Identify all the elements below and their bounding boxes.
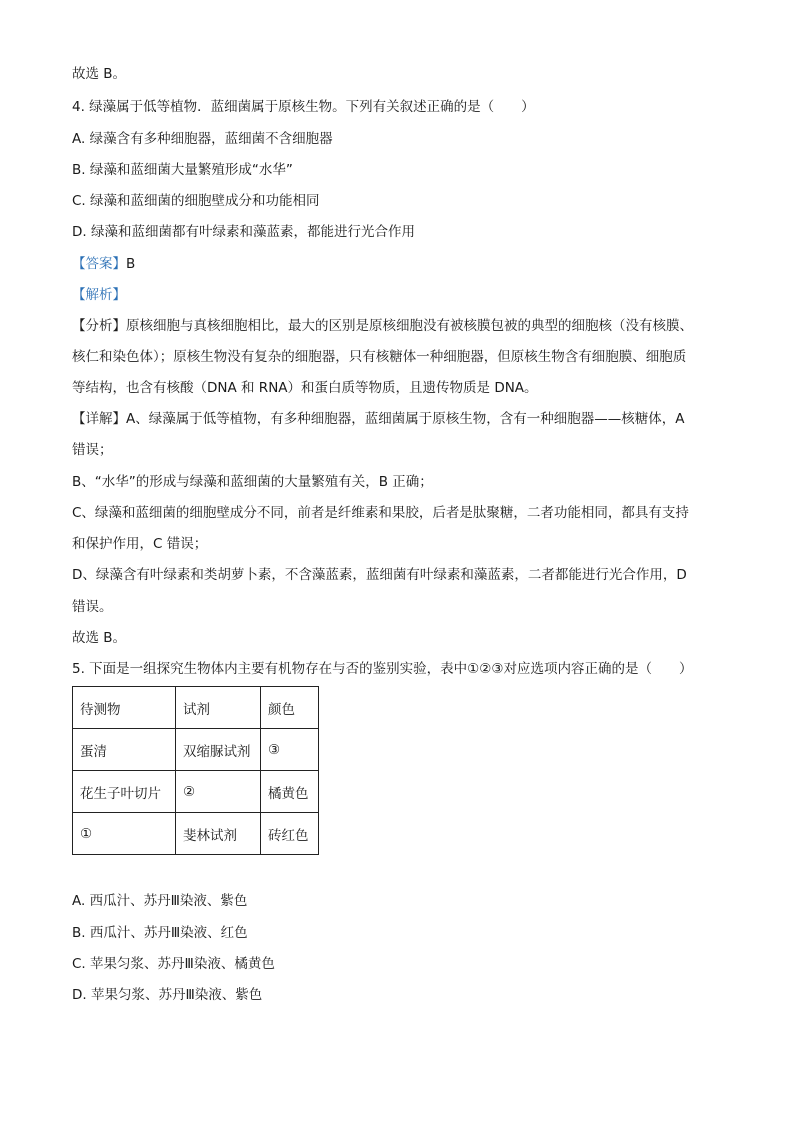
answer-value: B	[126, 256, 136, 272]
q4-detail-line-7: 错误。	[72, 599, 113, 615]
table-cell: 蛋清	[73, 729, 176, 771]
q4-detail-line-4: C、绿藻和蓝细菌的细胞壁成分不同，前者是纤维素和果胶，后者是肽聚糖，二者功能相同，都具有支持	[72, 505, 689, 521]
q5-option-a: A. 西瓜汁、苏丹Ⅲ染液、紫色	[72, 893, 248, 909]
q4-answer	[72, 254, 135, 274]
table-cell: ②	[176, 771, 261, 813]
q5-option-c: C. 苹果匀浆、苏丹Ⅲ染液、橘黄色	[72, 956, 275, 972]
q4-analysis-tag: 【解析】	[72, 287, 126, 303]
table-row	[73, 771, 319, 813]
xiangjie-tag: 【详解】	[72, 411, 126, 427]
q4-detail-line-6: D、绿藻含有叶绿素和类胡萝卜素，不含藻蓝素，蓝细菌有叶绿素和藻蓝素，二者都能进行光合作用，D	[72, 567, 687, 583]
header-cell: 待测物	[73, 687, 176, 729]
q4-option-b: B. 绿藻和蓝细菌大量繁殖形成“水华”	[72, 162, 293, 178]
answer-tag: 【答案】	[72, 256, 126, 272]
table-cell: 花生子叶切片	[73, 771, 176, 813]
q5-stem: 5. 下面是一组探究生物体内主要有机物存在与否的鉴别实验，表中①②③对应选项内容正确的是（ ）	[72, 661, 693, 677]
table-row	[73, 729, 319, 771]
reagent-table	[72, 686, 319, 855]
q4-conclusion: 故选 B。	[72, 630, 127, 646]
q4-detail-line-3: B、“水华”的形成与绿藻和蓝细菌的大量繁殖有关，B 正确；	[72, 474, 433, 490]
q4-option-a: A. 绿藻含有多种细胞器，蓝细菌不含细胞器	[72, 131, 333, 147]
q4-detail-line-5: 和保护作用，C 错误；	[72, 536, 208, 552]
table-row	[73, 813, 319, 855]
q5-option-d: D. 苹果匀浆、苏丹Ⅲ染液、紫色	[72, 987, 263, 1003]
fenxi-tag: 【分析】	[72, 318, 126, 334]
header-cell: 颜色	[261, 687, 319, 729]
q4-detail-line-1	[72, 409, 684, 429]
q4-fenxi-line-2: 核仁和染色体）；原核生物没有复杂的细胞器，只有核糖体一种细胞器，但原核生物含有细胞膜、细胞质	[72, 349, 687, 365]
q4-option-c: C. 绿藻和蓝细菌的细胞壁成分和功能相同	[72, 193, 320, 209]
header-cell: 试剂	[176, 687, 261, 729]
table-cell: 斐林试剂	[176, 813, 261, 855]
table-cell: 砖红色	[261, 813, 319, 855]
detail-text: A、绿藻属于低等植物，有多种细胞器，蓝细菌属于原核生物，含有一种细胞器——核糖体，A	[126, 411, 685, 427]
table-header-row	[73, 687, 319, 729]
table-cell: 橘黄色	[261, 771, 319, 813]
q4-fenxi-line-1	[72, 316, 693, 336]
table-cell: ③	[261, 729, 319, 771]
q4-option-d: D. 绿藻和蓝细菌都有叶绿素和藻蓝素，都能进行光合作用	[72, 224, 415, 240]
q5-option-b: B. 西瓜汁、苏丹Ⅲ染液、红色	[72, 925, 248, 941]
table-cell: ①	[73, 813, 176, 855]
table-cell: 双缩脲试剂	[176, 729, 261, 771]
q4-stem: 4. 绿藻属于低等植物．蓝细菌属于原核生物。下列有关叙述正确的是（ ）	[72, 99, 535, 115]
q4-fenxi-line-3: 等结构，也含有核酸（DNA 和 RNA）和蛋白质等物质，且遗传物质是 DNA。	[72, 380, 538, 396]
q4-detail-line-2: 错误；	[72, 442, 113, 458]
prev-conclusion: 故选 B。	[72, 66, 127, 82]
fenxi-text: 原核细胞与真核细胞相比，最大的区别是原核细胞没有被核膜包被的典型的细胞核（没有核膜、	[126, 318, 693, 334]
